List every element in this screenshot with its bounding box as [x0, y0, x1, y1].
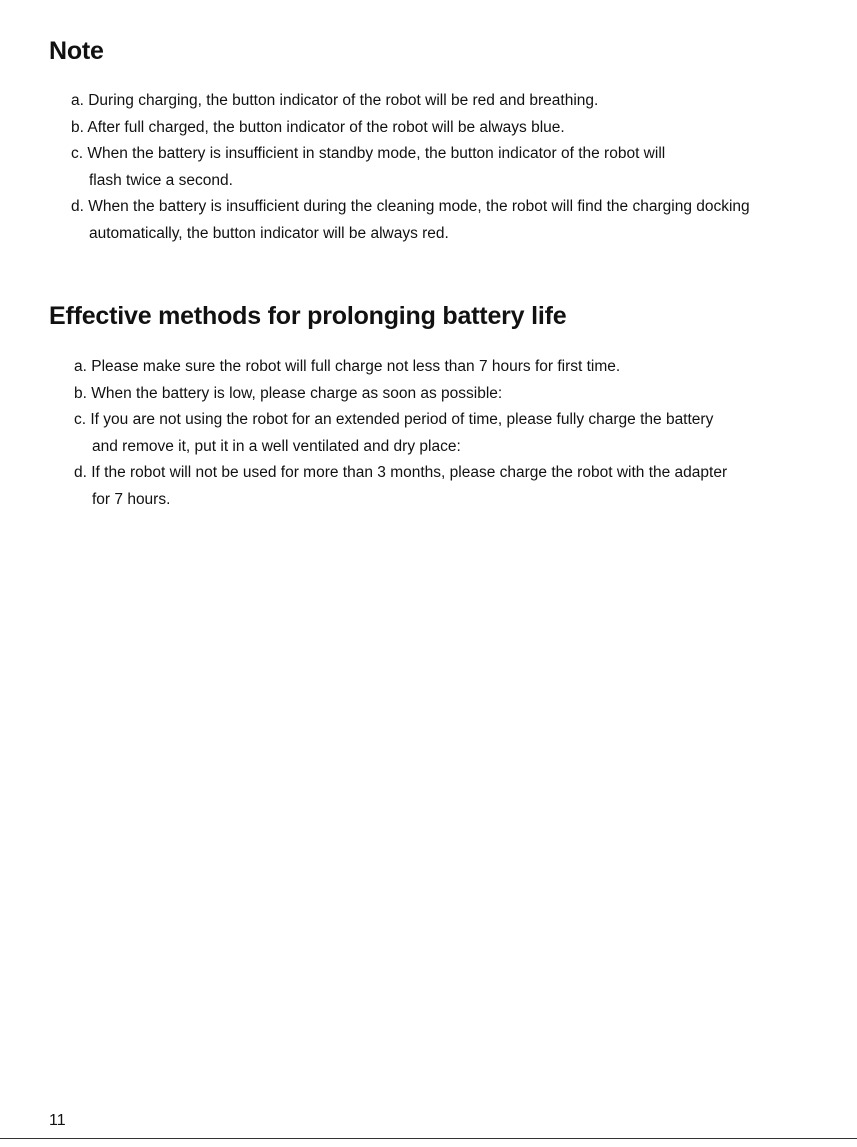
methods-item-b-line-1: b. When the battery is low, please charge as soon as possible: — [74, 384, 503, 402]
methods-item-b — [74, 381, 727, 408]
methods-item-d-line-2: for 7 hours. — [92, 490, 171, 508]
note-item-d — [71, 194, 750, 247]
note-item-c-line-2: flash twice a second. — [89, 171, 233, 189]
note-item-c — [71, 141, 750, 194]
page-number: 11 — [49, 1112, 66, 1129]
note-item-a-line-1: a. During charging, the button indicator of the robot will be red and breathing. — [71, 92, 599, 109]
methods-item-c — [74, 407, 727, 460]
note-list — [71, 88, 750, 247]
note-item-d-line-1: d. When the battery is insufficient during the cleaning mode, the robot will find the charging docking — [71, 198, 750, 215]
bottom-rule — [0, 1138, 857, 1139]
battery-methods-list — [74, 354, 727, 513]
note-item-c-line-1: c. When the battery is insufficient in standby mode, the button indicator of the robot will — [71, 145, 666, 162]
methods-item-a-line-1: a. Please make sure the robot will full charge not less than 7 hours for first time. — [74, 358, 621, 375]
battery-methods-heading: Effective methods for prolonging battery life — [49, 302, 567, 330]
note-item-b-line-1: b. After full charged, the button indicator of the robot will be always blue. — [71, 118, 565, 136]
note-item-b — [71, 115, 750, 142]
methods-item-a — [74, 354, 727, 381]
methods-item-c-line-1: c. If you are not using the robot for an extended period of time, please fully charge the battery — [74, 411, 714, 428]
methods-item-c-line-2: and remove it, put it in a well ventilated and dry place: — [92, 437, 461, 455]
note-item-a — [71, 88, 750, 115]
methods-item-d — [74, 460, 727, 513]
note-heading: Note — [49, 37, 104, 65]
methods-item-d-line-1: d. If the robot will not be used for more than 3 months, please charge the robot with the adapter — [74, 464, 728, 481]
note-item-d-line-2: automatically, the button indicator will be always red. — [89, 224, 449, 242]
